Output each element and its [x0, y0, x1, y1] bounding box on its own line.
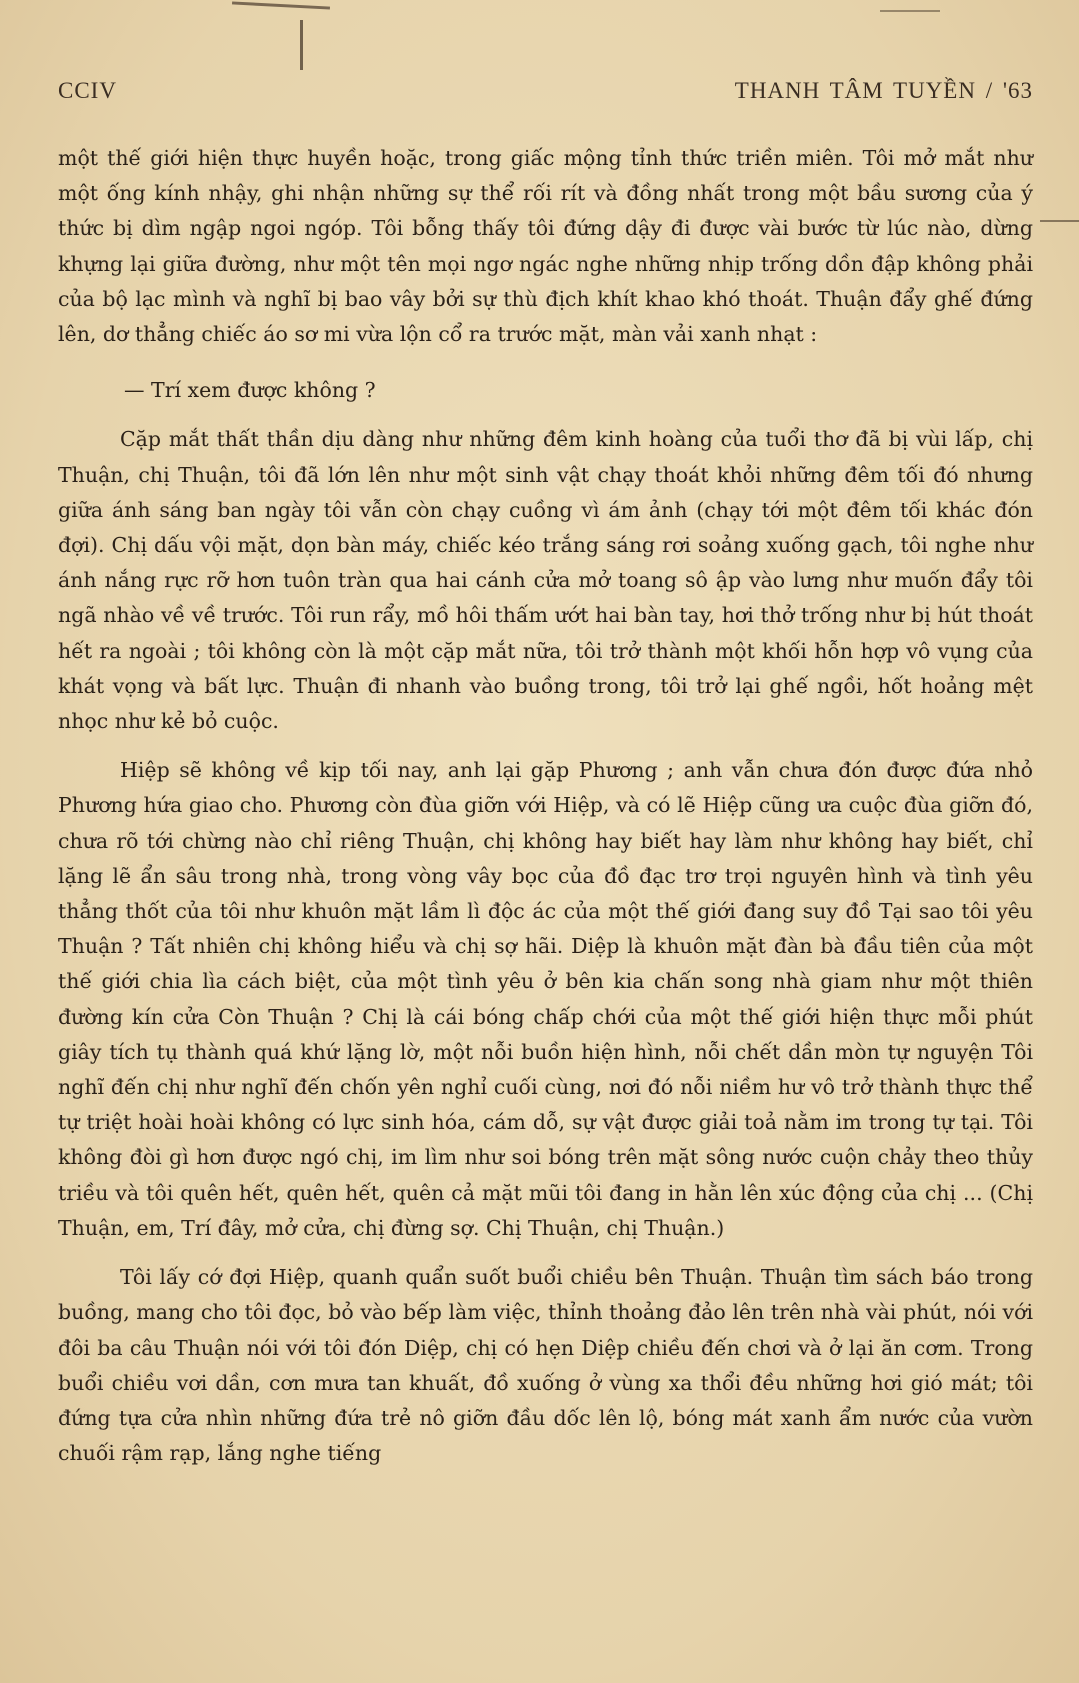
- section-number: CCIV: [58, 78, 117, 103]
- scan-mark-top: [232, 1, 330, 9]
- paragraph: một thế giới hiện thực huyền hoặc, trong giấc mộng tỉnh thức triền miên. Tôi mở mắt như một ống kính nhậy, ghi nhận những sự thể rối rít và đồng nhất trong một bầu sương của ý thức bị dìm ngập ngoi ngóp. Tôi bỗng thấy tôi đứng dậy đi được vài bước từ lúc nào, dừng khựng lại giữa đường, như một tên mọi ngơ ngác nghe những nhịp trống dồn đập không phải của bộ lạc mình và nghĩ bị bao vây bởi sự thù địch khít khao khó thoát. Thuận đẩy ghế đứng lên, dơ thẳng chiếc áo sơ mi vừa lộn cổ ra trước mặt, màn vải xanh nhạt :: [58, 146, 1033, 347]
- scan-mark-right: [880, 10, 940, 12]
- paragraph: Tôi lấy cớ đợi Hiệp, quanh quẩn suốt buổi chiều bên Thuận. Thuận tìm sách báo trong buồng, mang cho tôi đọc, bỏ vào bếp làm việc, thỉnh thoảng đảo lên trên nhà vài phút, nói với đôi ba câu Thuận nói với tôi đón Diệp, chị có hẹn Diệp chiều đến chơi và ở lại ăn cơm. Trong buổi chiều vơi dần, cơn mưa tan khuất, đồ xuống ở vùng xa thổi đều những hơi gió mát; tôi đứng tựa cửa nhìn những đứa trẻ nô giỡn đầu dốc lên lộ, bóng mát xanh ẩm nước của vườn chuối rậm rạp, lắng nghe tiếng: [58, 1265, 1033, 1466]
- body-text: [58, 141, 1033, 1471]
- paragraph: Cặp mắt thất thần dịu dàng như những đêm kinh hoàng của tuổi thơ đã bị vùi lấp, chị Thuận, chị Thuận, tôi đã lớn lên như một sinh vật chạy thoát khỏi những đêm tối đó nhưng giữa ánh sáng ban ngày tôi vẫn còn chạy cuồng vì ám ảnh (chạy tới một đêm tối khác đón đợi). Chị dấu vội mặt, dọn bàn máy, chiếc kéo trắng sáng rơi soảng xuống gạch, tôi nghe như ánh nắng rực rỡ hơn tuôn tràn qua hai cánh cửa mở toang sô ập vào lưng như muốn đẩy tôi ngã nhào về về trước. Tôi run rẩy, mồ hôi thấm ướt hai bàn tay, hơi thở trống như bị hút thoát hết ra ngoài ; tôi không còn là một cặp mắt nữa, tôi trở thành một khối hỗn hợp vô vụng của khát vọng và bất lực. Thuận đi nhanh vào buồng trong, tôi trở lại ghế ngồi, hốt hoảng mệt nhọc như kẻ bỏ cuộc.: [58, 427, 1033, 734]
- scan-mark-margin: [1040, 220, 1079, 222]
- running-header: [58, 78, 1033, 108]
- paragraph: Hiệp sẽ không về kịp tối nay, anh lại gặp Phương ; anh vẫn chưa đón được đứa nhỏ Phương hứa giao cho. Phương còn đùa giỡn với Hiệp, và có lẽ Hiệp cũng ưa cuộc đùa giỡn đó, chưa rõ tới chừng nào chỉ riêng Thuận, chị không hay biết hay làm như không hay biết, chỉ lặng lẽ ẩn sâu trong nhà, trong vòng vây bọc của đồ đạc trơ trọi nguyên hình và tình yêu thẳng thốt của tôi như khuôn mặt lầm lì độc ác của một thế giới đang suy đồ Tại sao tôi yêu Thuận ? Tất nhiên chị không hiểu và chị sợ hãi. Diệp là khuôn mặt đàn bà đầu tiên của một thế giới chia lìa cách biệt, của một tình yêu ở bên kia chấn song nhà giam như một thiên đường kín cửa Còn Thuận ? Chị là cái bóng chấp chới của một thế giới hiện thực mỗi phút giây tích tụ thành quá khứ lặng lờ, một nỗi buồn hiện hình, nỗi chết dần mòn tự nguyện Tôi nghĩ đến chị như nghĩ đến chốn yên nghỉ cuối cùng, nơi đó nỗi niềm hư vô trở thành thực thể tự triệt hoài hoài không có lực sinh hóa, cám dỗ, sự vật được giải toả nằm im trong tự tại. Tôi không đòi gì hơn được ngó chị, im lìm như soi bóng trên mặt sông nước cuộn chảy theo thủy triều và tôi quên hết, quên hết, quên cả mặt mũi tôi đang in hằn lên xúc động của chị ... (Chị Thuận, em, Trí đây, mở cửa, chị đừng sợ. Chị Thuận, chị Thuận.): [58, 758, 1033, 1240]
- dialogue-line: — Trí xem được không ?: [124, 378, 376, 403]
- scan-mark-vertical: [300, 20, 303, 70]
- author-page-number: THANH TÂM TUYỀN / '63: [734, 78, 1033, 103]
